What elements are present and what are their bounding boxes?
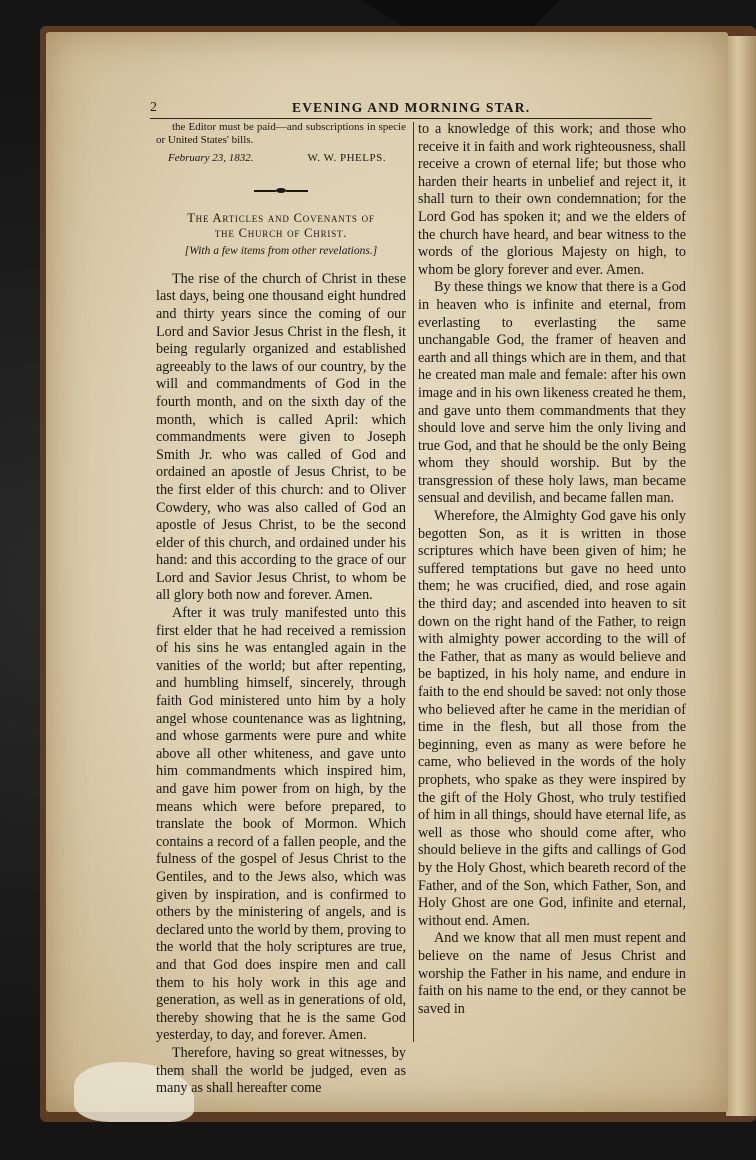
section-ornament [156,182,406,200]
notice-text: the Editor must be paid—and subscriptions in specie or United States' bills. [156,121,406,146]
page-number: 2 [150,100,157,115]
notice-date: February 23, 1832. [168,152,254,164]
paragraph: Therefore, having so great witnesses, by them shall the world be judged, even as many as shall hereafter come [156,1044,406,1097]
paragraph: The rise of the church of Christ in these last days, being one thousand eight hundred and thirty years since the coming of our Lord and Savior Jesus Christ in the flesh, it being regularly organized and established agreeably to the laws of our country, by the will and commandments of God in the fourth month, and on the sixth day of the month, which is called April: which commandments were given to Joseph Smith Jr. who was called of God and ordained an apostle of Jesus Christ, to be the first elder of this church: and to Oliver Cowdery, who was also called of God an apostle of Jesus Christ, to be the second elder of this church, and ordained under his hand: and this according to the grace of our Lord and Savior Jesus Christ, to whom be all glory both now and forever. Amen. [156,270,406,604]
notice-footer [156,150,406,168]
article-title [156,211,406,241]
right-column [418,121,686,1018]
article-subtitle: [With a few items from other revelations.] [184,245,378,258]
paragraph: to a knowledge of this work; and those who receive it in faith and work righteousness, shall receive a crown of eternal life; but those who harden their hearts in unbelief and reject it, it shall turn to their own condemnation; for the Lord God has spoken it; and we the elders of the church have heard, and bear witness to the words of the glorious Majesty on high, to whom be glory forever and ever. Amen. [418,121,686,278]
left-column [156,121,406,1098]
page-edges [726,36,756,1116]
article-title-line2: the Church of Christ. [214,226,348,241]
paragraph: Wherefore, the Almighty God gave his only begotten Son, as it is written in those scriptures which have been given of him; he suffered temptations but gave no heed unto them; he was crucified, died, and rose again the third day; and ascended into heaven to sit down on the right hand of the Father, to reign with almighty power according to the will of the Father, that as many as would believe and be baptized, in his holy name, and endure in faith to the end should be saved: not only those who believed after he came in the meridian of time in the flesh, but all those from the beginning, even as many as were before he came, who believed in the words of the holy prophets, who spake as they were inspired by the gift of the Holy Ghost, who truly testified of him in all things, should have eternal life, as well as those who should come after, who should believe in the gifts and callings of God by the Holy Ghost, which beareth record of the Father, and of the Son, which Father, Son, and Holy Ghost are one God, infinite and eternal, without end. Amen. [418,508,686,929]
notice-signature: W. W. PHELPS. [307,152,386,164]
page-header [150,100,656,118]
article-title-line1: The Articles and Covenants of [187,211,375,226]
column-rule [413,122,414,1042]
header-rule [150,118,652,119]
paragraph: After it was truly manifested unto this first elder that he had received a remission of his sins he was entangled again in the vanities of the world; but after repenting, and humbling himself, sincerely, through faith God ministered unto him by a holy angel whose countenance was as lightning, and whose garments were pure and white above all other whiteness, and gave unto him commandments which inspired him, and gave him power from on high, by the means which were before prepared, to translate the book of Mormon. Which contains a record of a fallen people, and the fulness of the gospel of Jesus Christ to the Gentiles, and to the Jews also, which was given by inspiration, and is confirmed to others by the ministering of angels, and is declared unto the world by them, proving to the world that the holy scriptures are true, and that God does inspire men and call them to his holy work in this age and generation, as well as in generations of old, thereby showing that he is the same God yesterday, to day, and forever. Amen. [156,605,406,1044]
paragraph: By these things we know that there is a God in heaven who is infinite and eternal, from everlasting to everlasting the same unchangable God, the framer of heaven and earth and all things which are in them, and that he created man male and female: after his own image and in his own likeness created he them, and gave unto them commandments that they should love and serve him the only living and true God, and that he should be the only Being whom they should worship. But by the transgression of these holy laws, man became sensual and devilish, and became fallen man. [418,279,686,507]
paragraph: And we know that all men must repent and believe on the name of Jesus Christ and worship the Father in his name, and endure in faith on his name to the end, or they cannot be saved in [418,930,686,1017]
masthead-title: EVENING AND MORNING STAR. [292,100,531,115]
